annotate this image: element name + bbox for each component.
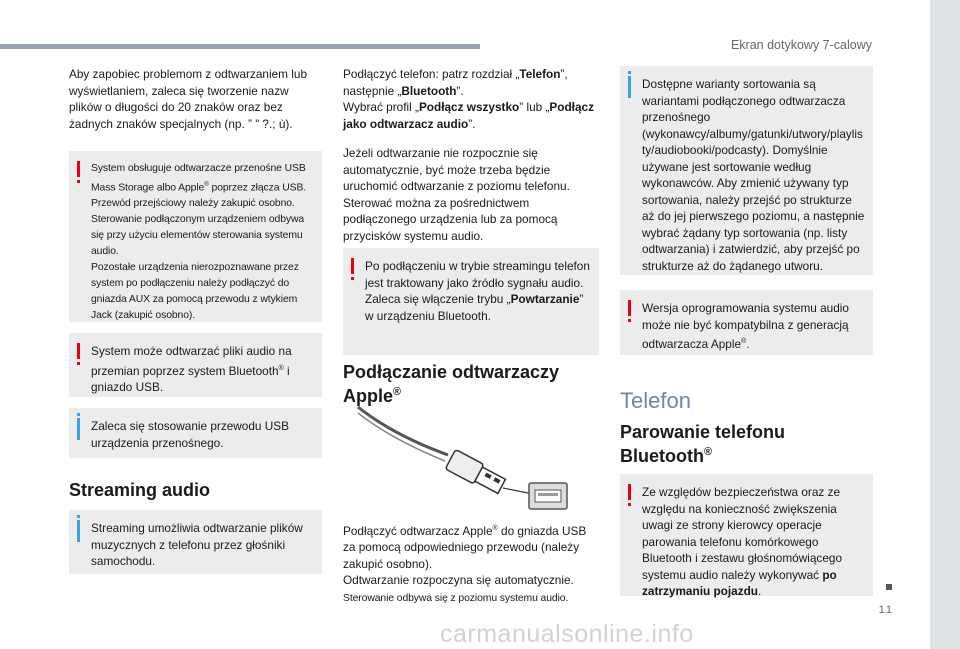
warning-text-usb: System obsługuje odtwarzacze przenośne USB Mass Storage albo Apple® poprzez złącza USB. Przewód przejściowy należy zakupić osobno. Sterowanie podłączonym urządzeniem odbywa się przy użyciu elementów sterowania systemu audio. Pozostałe urządzenia nierozpoznawane przez system po podłączeniu należy podłączyć do gniazda AUX za pomocą przewodu z wtykiem Jack (zakupić osobno). (91, 163, 307, 322)
info-box-sorting (620, 66, 873, 275)
intro-paragraph: Aby zapobiec problemom z odtwarzaniem lub wyświetlaniem, zaleca się tworzenie nazw plików o długości do 20 znaków oraz bez żadnych znaków specjalnych (np. ” ” ?.; ù). (69, 67, 308, 131)
page-number: 11 (878, 604, 894, 616)
info-icon (77, 418, 80, 440)
paragraph-playback: Jeżeli odtwarzanie nie rozpocznie się automatycznie, być może trzeba będzie uruchomić odtwarzanie z poziomu telefonu. Sterować można za pośrednictwem podłączonego urządzenia lub za pomocą przycisków systemu audio. (343, 146, 570, 243)
header-bar (0, 44, 480, 49)
info-icon (628, 76, 631, 98)
usb-cable-illustration (353, 405, 583, 513)
section-title-telefon: Telefon (620, 388, 691, 413)
warning-box-usb (69, 151, 322, 322)
warning-box-streaming-mode (343, 248, 599, 355)
info-text-streaming: Streaming umożliwia odtwarzanie plików muzycznych z telefonu przez głośniki samochodu. (91, 521, 303, 568)
paragraph-connect-phone: Podłączyć telefon: patrz rozdział „Telefon”, następnie „Bluetooth”. Wybrać profil „Podłącz wszystko” lub „Podłącz jako odtwarzacz audio”. (343, 67, 594, 131)
usb-cable-icon (358, 407, 558, 499)
warning-box-bluetooth (69, 333, 322, 397)
info-box-usb-cable (69, 408, 322, 458)
warning-text-software: Wersja oprogramowania systemu audio może nie być kompatybilna z generacją odtwarzacza Apple®. (642, 301, 849, 351)
heading-streaming-audio: Streaming audio (69, 480, 211, 500)
warning-text-safety: Ze względów bezpieczeństwa oraz ze względu na konieczność zwiększenia uwagi ze strony kierowcy operacje parowania telefonu komórkowego Bluetooth i zestawu głośnomówiącego systemu audio należy wykonywać po zatrzymaniu pojazdu. (642, 485, 843, 598)
info-icon (77, 520, 80, 542)
info-text-usb-cable: Zaleca się stosowanie przewodu USB urządzenia przenośnego. (91, 419, 290, 450)
warning-icon (628, 484, 631, 500)
heading-apple-players: Podłączanie odtwarzaczy Apple® (343, 362, 560, 406)
page-edge-strip (930, 0, 960, 649)
warning-text-bluetooth: System może odtwarzać pliki audio na przemian poprzez system Bluetooth® i gniazdo USB. (91, 344, 292, 394)
warning-icon (351, 258, 354, 274)
warning-box-safety (620, 474, 873, 596)
info-box-streaming (69, 510, 322, 574)
watermark: carmanualsonline.info (440, 620, 694, 648)
page-end-marker (886, 584, 892, 590)
header-title: Ekran dotykowy 7-calowy (730, 38, 872, 52)
warning-box-software (620, 290, 873, 355)
warning-text-streaming-mode: Po podłączeniu w trybie streamingu telefon jest traktowany jako źródło sygnału audio. Zaleca się włączenie trybu „Powtarzanie” w urządzeniu Bluetooth. (365, 259, 590, 323)
warning-icon (77, 343, 80, 359)
paragraph-connect-apple: Podłączyć odtwarzacz Apple® do gniazda USB za pomocą odpowiedniego przewodu (należy zakupić osobno). Odtwarzanie rozpoczyna się automatycznie. Sterowanie odbywa się z poziomu systemu audio. (343, 523, 587, 604)
usb-port-icon (529, 483, 567, 509)
heading-bluetooth-pairing: Parowanie telefonu Bluetooth® (620, 422, 786, 466)
info-text-sorting: Dostępne warianty sortowania są wariantami podłączonego odtwarzacza przenośnego (wykonawcy/albumy/gatunki/utwory/playlisty/audiobooki/podcasty). Domyślnie używane jest sortowanie według wykonawców. Aby zmienić używany typ sortowania, należy przejść po strukturze aż do jej pierwszego poziomu, a następnie wybrać żądany typ sortowania (np. listy odtwarzania) i zatwierdzić, aby przejść po strukturze aż do żądanego utworu. (642, 77, 865, 273)
warning-icon (77, 161, 80, 177)
warning-icon (628, 300, 631, 316)
